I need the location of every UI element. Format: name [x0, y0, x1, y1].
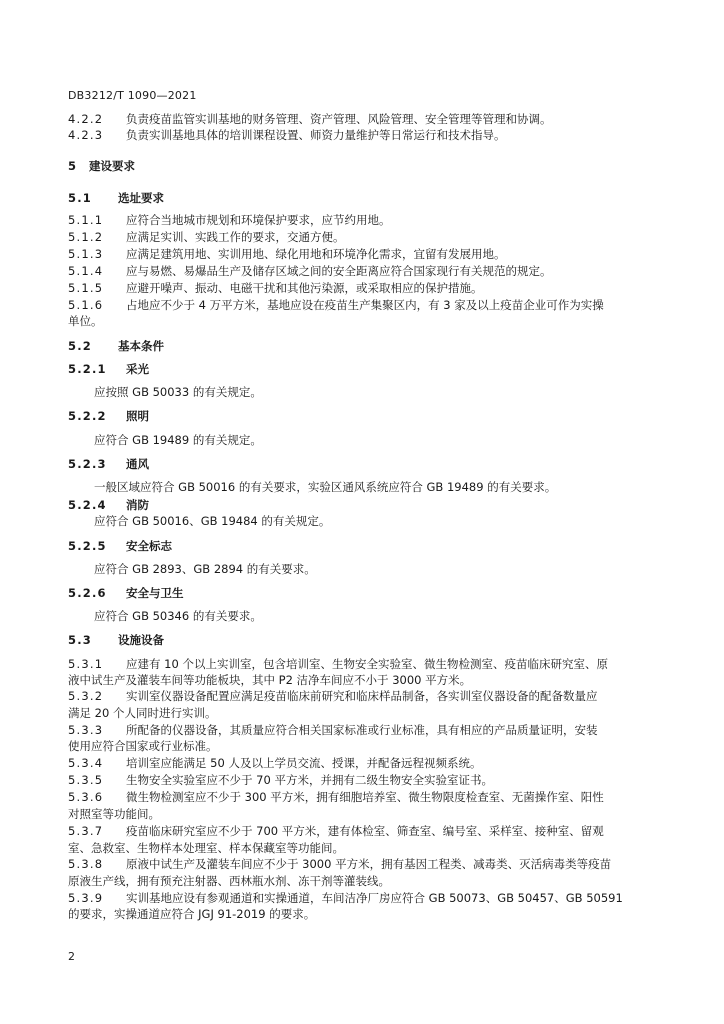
clause-number: 5.1.6: [68, 298, 104, 312]
clause-text: 微生物检测室应不少于 300 平方米，拥有细胞培养室、微生物限度检查室、无菌操作室、阳性: [126, 790, 604, 804]
clause-number: 5.3.6: [68, 790, 104, 804]
subsection-5-2-5: [68, 538, 172, 554]
subsection-title: 通风: [126, 457, 149, 471]
clause-5-3-1: [68, 656, 608, 672]
subsection-number: 5.2.1: [68, 362, 107, 376]
clause-5-3-7-cont: 室、急救室、生物样本处理室、样本保藏室等功能间。: [68, 841, 344, 855]
clause-text: 原液中试生产及灌装车间应不少于 3000 平方米，拥有基因工程类、减毒类、灭活病毒类等疫苗: [126, 857, 612, 871]
clause-text: 应建有 10 个以上实训室，包含培训室、生物安全实验室、微生物检测室、疫苗临床研究室、原: [126, 657, 608, 671]
section-number: 5.2: [68, 339, 92, 353]
clause-5-2-2-text: 应符合 GB 19489 的有关规定。: [94, 433, 262, 447]
clause-5-3-8-cont: 原液生产线，拥有预充注射器、西林瓶水剂、冻干剂等灌装线。: [68, 874, 390, 888]
clause-text: 应符合当地城市规划和环境保护要求，应节约用地。: [126, 213, 391, 227]
clause-5-2-6-text: 应符合 GB 50346 的有关要求。: [94, 609, 262, 623]
clause-text: 培训室应能满足 50 人及以上学员交流、授课，并配备远程视频系统。: [126, 756, 482, 770]
subsection-number: 5.2.5: [68, 539, 107, 553]
clause-5-3-9-cont: 的要求，实操通道应符合 JGJ 91-2019 的要求。: [68, 907, 316, 921]
clause-5-3-2: [68, 688, 598, 704]
document-code: DB3212/T 1090—2021: [68, 89, 197, 102]
subsection-number: 5.2.4: [68, 498, 107, 512]
clause-text: 占地应不少于 4 万平方米，基地应设在疫苗生产集聚区内，有 3 家及以上疫苗企业可作为实操: [126, 298, 604, 312]
subsection-number: 5.2.3: [68, 457, 107, 471]
section-title: 设施设备: [118, 633, 164, 647]
clause-text: 应与易燃、易爆品生产及储存区域之间的安全距离应符合国家现行有关规范的规定。: [126, 264, 552, 278]
section-5-heading: [68, 158, 135, 174]
clause-5-3-7: [68, 823, 604, 839]
section-5-2-heading: [68, 338, 164, 354]
clause-text: 所配备的仪器设备，其质量应符合相关国家标准或行业标准，具有相应的产品质量证明，安装: [126, 723, 598, 737]
clause-number: 5.3.9: [68, 891, 104, 905]
clause-text: 应避开噪声、振动、电磁干扰和其他污染源，或采取相应的保护措施。: [126, 281, 483, 295]
clause-text: 应满足建筑用地、实训用地、绿化用地和环境净化需求，宜留有发展用地。: [126, 247, 506, 261]
subsection-title: 消防: [126, 498, 149, 512]
clause-number: 5.3.8: [68, 857, 104, 871]
subsection-5-2-6: [68, 585, 184, 601]
subsection-5-2-1: [68, 361, 149, 377]
subsection-number: 5.2.6: [68, 586, 107, 600]
subsection-number: 5.2.2: [68, 409, 107, 423]
clause-number: 5.1.4: [68, 264, 104, 278]
clause-5-3-2-cont: 满足 20 个人同时进行实训。: [68, 706, 217, 720]
clause-5-3-4: [68, 755, 481, 771]
clause-number: 4.2.2: [68, 112, 104, 126]
clause-5-1-3: [68, 246, 506, 262]
section-title: 基本条件: [118, 339, 164, 353]
clause-number: 5.3.4: [68, 756, 104, 770]
clause-number: 4.2.3: [68, 128, 104, 142]
clause-4-2-3: [68, 127, 506, 143]
clause-number: 5.3.2: [68, 689, 104, 703]
clause-number: 5.3.3: [68, 723, 104, 737]
clause-text: 实训室仪器设备配置应满足疫苗临床前研究和临床样品制备，各实训室仪器设备的配备数量应: [126, 689, 598, 703]
clause-text: 单位。: [68, 314, 103, 328]
clause-5-1-6-cont: [68, 313, 103, 329]
section-5-1-heading: [68, 190, 164, 206]
subsection-5-2-4: [68, 497, 149, 513]
clause-text: 负责实训基地具体的培训课程设置、师资力量维护等日常运行和技术指导。: [126, 128, 506, 142]
clause-text: 应满足实训、实践工作的要求，交通方便。: [126, 230, 345, 244]
clause-number: 5.3.5: [68, 773, 104, 787]
subsection-title: 照明: [126, 409, 149, 423]
page-number: 2: [68, 950, 75, 963]
section-number: 5: [68, 159, 78, 173]
clause-5-1-4: [68, 263, 552, 279]
clause-number: 5.1.3: [68, 247, 104, 261]
section-number: 5.3: [68, 633, 92, 647]
clause-5-1-1: [68, 212, 391, 228]
clause-5-1-5: [68, 280, 483, 296]
subsection-title: 采光: [126, 362, 149, 376]
clause-5-2-3-text: 一般区域应符合 GB 50016 的有关要求，实验区通风系统应符合 GB 19489 的有关要求。: [94, 480, 557, 494]
clause-5-3-8: [68, 856, 611, 872]
section-title: 选址要求: [118, 191, 164, 205]
clause-number: 5.1.5: [68, 281, 104, 295]
clause-5-3-3: [68, 722, 598, 738]
subsection-title: 安全与卫生: [126, 586, 184, 600]
clause-5-2-5-text: 应符合 GB 2893、GB 2894 的有关要求。: [94, 562, 316, 576]
section-title: 建设要求: [89, 159, 135, 173]
clause-number: 5.1.2: [68, 230, 104, 244]
clause-text: 生物安全实验室应不少于 70 平方米，并拥有二级生物安全实验室证书。: [126, 773, 493, 787]
clause-5-2-4-text: 应符合 GB 50016、GB 19484 的有关规定。: [94, 514, 331, 528]
clause-number: 5.1.1: [68, 213, 104, 227]
clause-text: 实训基地应设有参观通道和实操通道，车间洁净厂房应符合 GB 50073、GB 50457、GB 50591: [126, 891, 623, 905]
clause-5-2-1-text: 应按照 GB 50033 的有关规定。: [94, 385, 262, 399]
clause-5-1-6: [68, 297, 604, 313]
subsection-5-2-3: [68, 456, 149, 472]
clause-text: 疫苗临床研究室应不少于 700 平方米，建有体检室、筛查室、编号室、采样室、接种室、留观: [126, 824, 604, 838]
section-5-3-heading: [68, 632, 164, 648]
section-number: 5.1: [68, 191, 92, 205]
clause-5-3-1-cont: 液中试生产及灌装车间等功能板块，其中 P2 洁净车间应不小于 3000 平方米。: [68, 673, 472, 687]
clause-number: 5.3.7: [68, 824, 104, 838]
clause-5-3-3-cont: 使用应符合国家或行业标准。: [68, 739, 218, 753]
clause-5-3-9: [68, 890, 623, 906]
clause-5-3-5: [68, 772, 493, 788]
clause-5-1-2: [68, 229, 345, 245]
subsection-5-2-2: [68, 408, 149, 424]
clause-5-3-6-cont: 对照室等功能间。: [68, 807, 160, 821]
clause-text: 负责疫苗监管实训基地的财务管理、资产管理、风险管理、安全管理等管理和协调。: [126, 112, 552, 126]
clause-number: 5.3.1: [68, 657, 104, 671]
clause-4-2-2: [68, 111, 552, 127]
clause-5-3-6: [68, 789, 604, 805]
subsection-title: 安全标志: [126, 539, 172, 553]
